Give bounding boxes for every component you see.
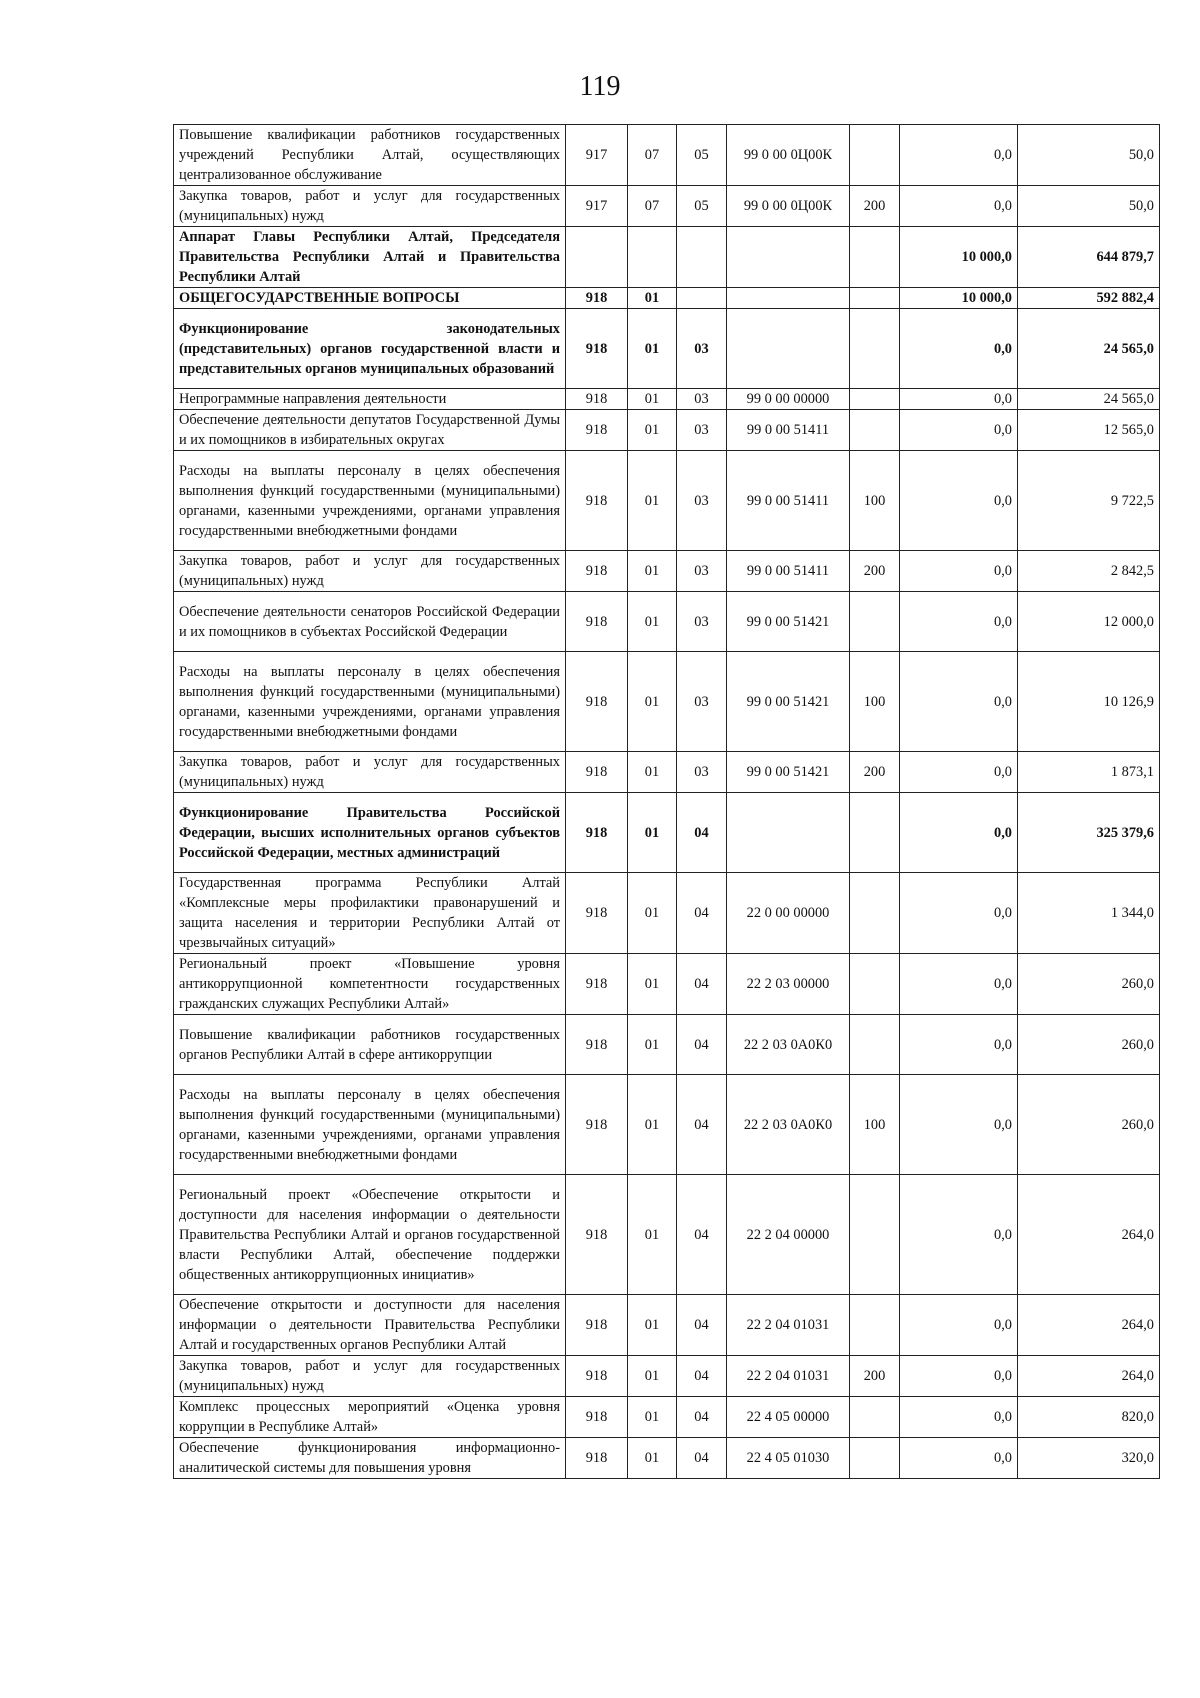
row-name: Непрограммные направления деятельности — [174, 389, 566, 410]
row-target-article: 99 0 00 51411 — [727, 410, 850, 451]
row-amount-2: 12 000,0 — [1018, 592, 1160, 652]
row-amount-2: 9 722,5 — [1018, 451, 1160, 551]
row-expense-type — [850, 954, 900, 1015]
row-expense-type: 200 — [850, 551, 900, 592]
row-expense-type — [850, 1175, 900, 1295]
row-amount-2: 644 879,7 — [1018, 227, 1160, 288]
row-expense-type — [850, 227, 900, 288]
table-row — [174, 752, 1160, 793]
row-section-code: 07 — [628, 125, 677, 186]
row-target-article: 99 0 00 51421 — [727, 652, 850, 752]
row-subsection-code: 05 — [677, 186, 727, 227]
row-subsection-code: 04 — [677, 1438, 727, 1479]
row-expense-type: 100 — [850, 1075, 900, 1175]
row-amount-1: 10 000,0 — [900, 288, 1018, 309]
row-target-article — [727, 793, 850, 873]
row-ministry-code: 918 — [566, 1175, 628, 1295]
row-name: Повышение квалификации работников государственных органов Республики Алтай в сфере антикоррупции — [174, 1015, 566, 1075]
row-subsection-code: 04 — [677, 1295, 727, 1356]
row-amount-2: 592 882,4 — [1018, 288, 1160, 309]
row-target-article: 99 0 00 51421 — [727, 752, 850, 793]
table-row — [174, 873, 1160, 954]
row-expense-type — [850, 389, 900, 410]
row-name: Региональный проект «Обеспечение открытости и доступности для населения информации о деятельности Правительства Республики Алтай и органов государственной власти Республики Алтай, обеспечение поддержки общественных антикоррупционных инициатив» — [174, 1175, 566, 1295]
row-subsection-code: 04 — [677, 1356, 727, 1397]
row-subsection-code: 03 — [677, 451, 727, 551]
row-name: ОБЩЕГОСУДАРСТВЕННЫЕ ВОПРОСЫ — [174, 288, 566, 309]
row-section-code: 01 — [628, 1175, 677, 1295]
table-row — [174, 1075, 1160, 1175]
row-amount-2: 260,0 — [1018, 1075, 1160, 1175]
row-ministry-code: 918 — [566, 1356, 628, 1397]
row-name: Закупка товаров, работ и услуг для государственных (муниципальных) нужд — [174, 1356, 566, 1397]
row-target-article: 99 0 00 0Ц00К — [727, 186, 850, 227]
row-section-code: 01 — [628, 1356, 677, 1397]
row-amount-1: 0,0 — [900, 954, 1018, 1015]
row-subsection-code: 03 — [677, 410, 727, 451]
table-row — [174, 288, 1160, 309]
row-subsection-code: 04 — [677, 954, 727, 1015]
row-section-code: 01 — [628, 793, 677, 873]
row-amount-1: 0,0 — [900, 652, 1018, 752]
row-expense-type — [850, 309, 900, 389]
row-amount-1: 0,0 — [900, 410, 1018, 451]
row-section-code: 01 — [628, 592, 677, 652]
row-subsection-code: 04 — [677, 1075, 727, 1175]
row-section-code: 01 — [628, 309, 677, 389]
row-section-code: 01 — [628, 389, 677, 410]
table-row — [174, 551, 1160, 592]
row-amount-1: 0,0 — [900, 873, 1018, 954]
row-name: Закупка товаров, работ и услуг для государственных (муниципальных) нужд — [174, 551, 566, 592]
row-ministry-code: 918 — [566, 752, 628, 793]
row-ministry-code: 918 — [566, 954, 628, 1015]
table-row — [174, 793, 1160, 873]
row-ministry-code: 918 — [566, 873, 628, 954]
row-amount-1: 0,0 — [900, 551, 1018, 592]
row-target-article: 99 0 00 0Ц00К — [727, 125, 850, 186]
row-ministry-code: 918 — [566, 793, 628, 873]
row-amount-2: 820,0 — [1018, 1397, 1160, 1438]
row-ministry-code: 918 — [566, 1015, 628, 1075]
row-section-code: 01 — [628, 551, 677, 592]
row-target-article: 99 0 00 00000 — [727, 389, 850, 410]
row-subsection-code: 03 — [677, 652, 727, 752]
row-section-code: 01 — [628, 954, 677, 1015]
row-amount-2: 24 565,0 — [1018, 309, 1160, 389]
row-name: Закупка товаров, работ и услуг для государственных (муниципальных) нужд — [174, 186, 566, 227]
row-amount-2: 50,0 — [1018, 125, 1160, 186]
row-amount-2: 325 379,6 — [1018, 793, 1160, 873]
row-subsection-code: 03 — [677, 389, 727, 410]
row-target-article: 99 0 00 51411 — [727, 451, 850, 551]
table-row — [174, 389, 1160, 410]
row-target-article: 22 4 05 01030 — [727, 1438, 850, 1479]
row-amount-2: 260,0 — [1018, 954, 1160, 1015]
row-subsection-code: 04 — [677, 1015, 727, 1075]
row-name: Обеспечение деятельности сенаторов Российской Федерации и их помощников в субъектах Российской Федерации — [174, 592, 566, 652]
row-subsection-code: 03 — [677, 592, 727, 652]
table-row — [174, 1295, 1160, 1356]
row-subsection-code: 04 — [677, 873, 727, 954]
row-name: Обеспечение деятельности депутатов Государственной Думы и их помощников в избирательных округах — [174, 410, 566, 451]
row-amount-1: 0,0 — [900, 1438, 1018, 1479]
row-amount-1: 0,0 — [900, 1075, 1018, 1175]
row-amount-2: 260,0 — [1018, 1015, 1160, 1075]
row-ministry-code — [566, 227, 628, 288]
row-expense-type — [850, 873, 900, 954]
row-amount-2: 264,0 — [1018, 1295, 1160, 1356]
row-section-code: 01 — [628, 410, 677, 451]
row-section-code: 01 — [628, 873, 677, 954]
row-section-code: 01 — [628, 1397, 677, 1438]
row-name: Функционирование Правительства Российской Федерации, высших исполнительных органов субъектов Российской Федерации, местных администраций — [174, 793, 566, 873]
row-amount-1: 0,0 — [900, 592, 1018, 652]
row-subsection-code: 05 — [677, 125, 727, 186]
row-amount-2: 10 126,9 — [1018, 652, 1160, 752]
row-expense-type: 200 — [850, 752, 900, 793]
row-amount-1: 0,0 — [900, 389, 1018, 410]
row-amount-2: 264,0 — [1018, 1175, 1160, 1295]
row-name: Обеспечение открытости и доступности для населения информации о деятельности Правительства Республики Алтай и государственных органов Республики Алтай — [174, 1295, 566, 1356]
table-row — [174, 652, 1160, 752]
row-target-article: 22 2 03 0А0К0 — [727, 1075, 850, 1175]
row-ministry-code: 918 — [566, 389, 628, 410]
table-row — [174, 592, 1160, 652]
row-amount-1: 0,0 — [900, 1356, 1018, 1397]
row-target-article: 22 2 03 00000 — [727, 954, 850, 1015]
row-section-code — [628, 227, 677, 288]
row-amount-1: 0,0 — [900, 1175, 1018, 1295]
row-amount-2: 2 842,5 — [1018, 551, 1160, 592]
table-row — [174, 186, 1160, 227]
table-row — [174, 954, 1160, 1015]
row-amount-1: 0,0 — [900, 125, 1018, 186]
row-target-article: 22 0 00 00000 — [727, 873, 850, 954]
row-target-article: 22 4 05 00000 — [727, 1397, 850, 1438]
row-amount-2: 12 565,0 — [1018, 410, 1160, 451]
row-expense-type — [850, 793, 900, 873]
row-ministry-code: 918 — [566, 1438, 628, 1479]
row-expense-type — [850, 1295, 900, 1356]
row-expense-type — [850, 410, 900, 451]
row-name: Региональный проект «Повышение уровня антикоррупционной компетентности государственных гражданских служащих Республики Алтай» — [174, 954, 566, 1015]
row-expense-type: 100 — [850, 652, 900, 752]
row-amount-1: 10 000,0 — [900, 227, 1018, 288]
row-section-code: 07 — [628, 186, 677, 227]
row-amount-2: 264,0 — [1018, 1356, 1160, 1397]
row-target-article — [727, 227, 850, 288]
row-amount-2: 50,0 — [1018, 186, 1160, 227]
table-row — [174, 125, 1160, 186]
table-row — [174, 1356, 1160, 1397]
row-name: Повышение квалификации работников государственных учреждений Республики Алтай, осуществляющих централизованное обслуживание — [174, 125, 566, 186]
table-row — [174, 1175, 1160, 1295]
row-target-article: 22 2 04 00000 — [727, 1175, 850, 1295]
row-expense-type — [850, 1397, 900, 1438]
row-target-article: 22 2 04 01031 — [727, 1356, 850, 1397]
row-expense-type — [850, 1438, 900, 1479]
row-expense-type — [850, 592, 900, 652]
row-ministry-code: 918 — [566, 1075, 628, 1175]
row-subsection-code: 04 — [677, 1397, 727, 1438]
row-name: Аппарат Главы Республики Алтай, Председателя Правительства Республики Алтай и Правительства Республики Алтай — [174, 227, 566, 288]
table-row — [174, 227, 1160, 288]
row-target-article: 99 0 00 51411 — [727, 551, 850, 592]
row-ministry-code: 918 — [566, 410, 628, 451]
row-ministry-code: 918 — [566, 451, 628, 551]
row-name: Государственная программа Республики Алтай «Комплексные меры профилактики правонарушений и защита населения и территории Республики Алтай от чрезвычайных ситуаций» — [174, 873, 566, 954]
row-subsection-code: 04 — [677, 793, 727, 873]
row-ministry-code: 918 — [566, 652, 628, 752]
table-row — [174, 1397, 1160, 1438]
row-expense-type — [850, 125, 900, 186]
row-name: Расходы на выплаты персоналу в целях обеспечения выполнения функций государственными (муниципальными) органами, казенными учреждениями, органами управления государственными внебюджетными фондами — [174, 652, 566, 752]
row-section-code: 01 — [628, 752, 677, 793]
row-target-article — [727, 309, 850, 389]
row-ministry-code: 918 — [566, 288, 628, 309]
table-row — [174, 1438, 1160, 1479]
table-row — [174, 309, 1160, 389]
row-amount-2: 24 565,0 — [1018, 389, 1160, 410]
row-name: Закупка товаров, работ и услуг для государственных (муниципальных) нужд — [174, 752, 566, 793]
row-section-code: 01 — [628, 288, 677, 309]
table-row — [174, 410, 1160, 451]
row-ministry-code: 918 — [566, 309, 628, 389]
row-section-code: 01 — [628, 1015, 677, 1075]
row-target-article: 99 0 00 51421 — [727, 592, 850, 652]
row-name: Расходы на выплаты персоналу в целях обеспечения выполнения функций государственными (муниципальными) органами, казенными учреждениями, органами управления государственными внебюджетными фондами — [174, 451, 566, 551]
row-amount-1: 0,0 — [900, 793, 1018, 873]
row-amount-1: 0,0 — [900, 309, 1018, 389]
row-subsection-code: 03 — [677, 752, 727, 793]
row-subsection-code — [677, 227, 727, 288]
row-amount-1: 0,0 — [900, 1015, 1018, 1075]
row-subsection-code: 04 — [677, 1175, 727, 1295]
row-ministry-code: 918 — [566, 551, 628, 592]
page-number: 119 — [579, 71, 621, 102]
table-row — [174, 1015, 1160, 1075]
budget-table — [173, 124, 1160, 1479]
row-subsection-code — [677, 288, 727, 309]
row-amount-1: 0,0 — [900, 186, 1018, 227]
row-amount-1: 0,0 — [900, 1295, 1018, 1356]
row-amount-2: 1 344,0 — [1018, 873, 1160, 954]
row-section-code: 01 — [628, 451, 677, 551]
row-name: Обеспечение функционирования информационно-аналитической системы для повышения уровня — [174, 1438, 566, 1479]
row-ministry-code: 918 — [566, 1295, 628, 1356]
row-section-code: 01 — [628, 1438, 677, 1479]
row-ministry-code: 918 — [566, 1397, 628, 1438]
row-target-article: 22 2 04 01031 — [727, 1295, 850, 1356]
row-expense-type — [850, 288, 900, 309]
row-name: Комплекс процессных мероприятий «Оценка уровня коррупции в Республике Алтай» — [174, 1397, 566, 1438]
row-amount-2: 1 873,1 — [1018, 752, 1160, 793]
row-target-article: 22 2 03 0А0К0 — [727, 1015, 850, 1075]
table-body — [174, 125, 1160, 1479]
row-target-article — [727, 288, 850, 309]
row-amount-1: 0,0 — [900, 451, 1018, 551]
row-section-code: 01 — [628, 652, 677, 752]
table-row — [174, 451, 1160, 551]
row-subsection-code: 03 — [677, 551, 727, 592]
row-name: Функционирование законодательных (представительных) органов государственной власти и представительных органов муниципальных образований — [174, 309, 566, 389]
row-section-code: 01 — [628, 1075, 677, 1175]
row-amount-2: 320,0 — [1018, 1438, 1160, 1479]
row-ministry-code: 918 — [566, 592, 628, 652]
row-expense-type: 200 — [850, 1356, 900, 1397]
row-ministry-code: 917 — [566, 186, 628, 227]
row-subsection-code: 03 — [677, 309, 727, 389]
row-name: Расходы на выплаты персоналу в целях обеспечения выполнения функций государственными (муниципальными) органами, казенными учреждениями, органами управления государственными внебюджетными фондами — [174, 1075, 566, 1175]
row-ministry-code: 917 — [566, 125, 628, 186]
row-section-code: 01 — [628, 1295, 677, 1356]
row-expense-type — [850, 1015, 900, 1075]
row-expense-type: 100 — [850, 451, 900, 551]
row-amount-1: 0,0 — [900, 752, 1018, 793]
row-amount-1: 0,0 — [900, 1397, 1018, 1438]
row-expense-type: 200 — [850, 186, 900, 227]
